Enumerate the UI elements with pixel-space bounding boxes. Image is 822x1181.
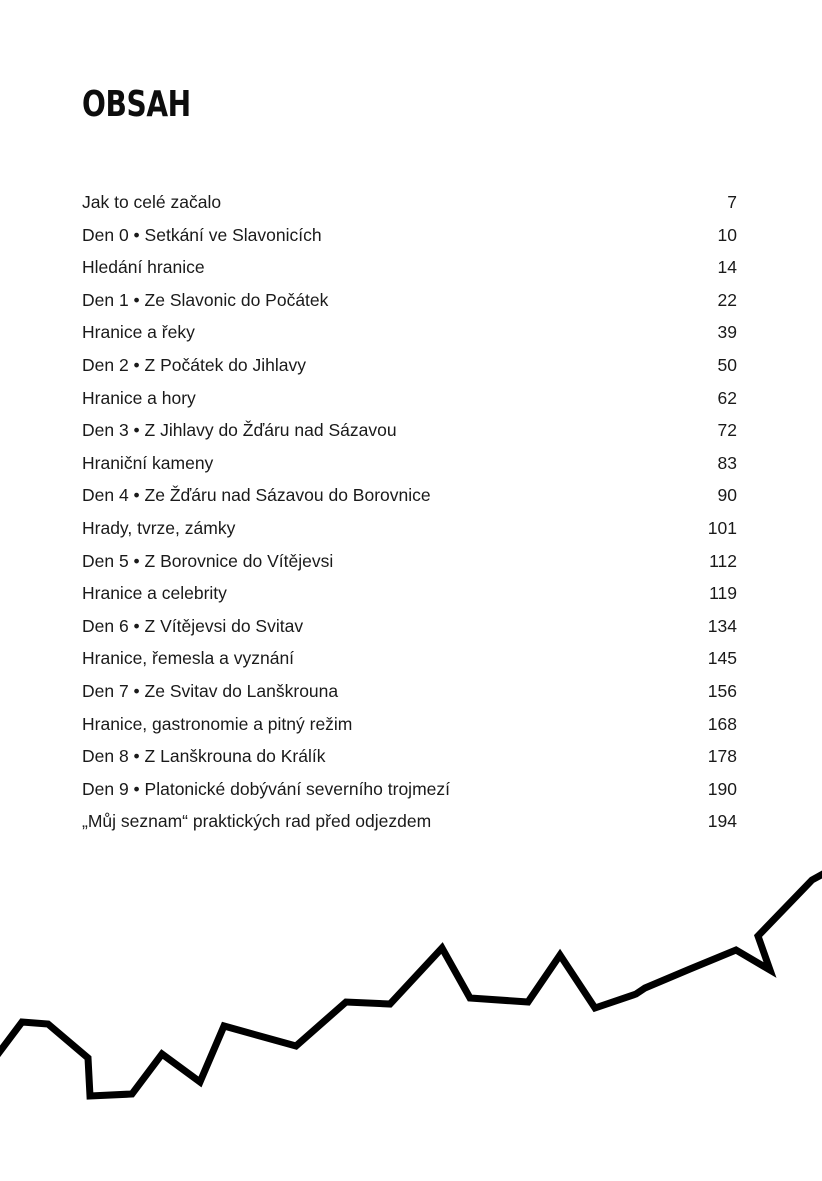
toc-entry bbox=[82, 675, 737, 708]
toc-entry-title: Hranice a celebrity bbox=[82, 583, 227, 604]
toc-entry-page-number: 190 bbox=[707, 778, 737, 799]
toc-entry-page-number: 119 bbox=[709, 583, 737, 604]
toc-entry-title: Den 0 • Setkání ve Slavonicích bbox=[82, 224, 322, 245]
toc-entry bbox=[82, 251, 737, 284]
page-title: OBSAH bbox=[82, 84, 191, 125]
toc-entry-title: Jak to celé začalo bbox=[82, 192, 222, 212]
toc-entry-title: „Můj seznam“ praktických rad před odjezdem bbox=[82, 811, 432, 832]
toc-entry-title: Den 8 • Z Lanškrouna do Králík bbox=[82, 746, 326, 767]
toc-entry-title: Den 7 • Ze Svitav do Lanškrouna bbox=[82, 680, 339, 701]
toc-entry-title: Hranice, gastronomie a pitný režim bbox=[82, 713, 353, 734]
toc-entry-page-number: 168 bbox=[707, 713, 737, 734]
toc-entry-title: Den 5 • Z Borovnice do Vítějevsi bbox=[82, 550, 334, 571]
toc-entry-page-number: 145 bbox=[707, 648, 737, 669]
toc-entry-title: Hranice a hory bbox=[82, 387, 196, 408]
toc-entry bbox=[82, 708, 737, 741]
toc-entry bbox=[82, 740, 737, 773]
toc-entry-page-number: 62 bbox=[717, 387, 737, 408]
toc-entry bbox=[82, 479, 737, 512]
toc-entry bbox=[82, 284, 737, 317]
toc-entry bbox=[82, 512, 737, 545]
toc-entry bbox=[82, 642, 737, 675]
toc-entry bbox=[82, 577, 737, 610]
toc-entry-page-number: 72 bbox=[717, 420, 737, 441]
toc-entry bbox=[82, 414, 737, 447]
toc-entry-page-number: 112 bbox=[709, 550, 737, 571]
toc-entry-title: Hledání hranice bbox=[82, 257, 205, 278]
table-of-contents bbox=[82, 186, 737, 838]
toc-entry-title: Hraniční kameny bbox=[82, 452, 214, 473]
toc-entry-page-number: 83 bbox=[717, 452, 737, 473]
toc-entry bbox=[82, 545, 737, 578]
toc-entry-title: Den 6 • Z Vítějevsi do Svitav bbox=[82, 615, 304, 636]
toc-entry-page-number: 194 bbox=[707, 811, 737, 832]
toc-entry-title: Hrady, tvrze, zámky bbox=[82, 517, 236, 538]
toc-entry bbox=[82, 349, 737, 382]
mountain-line-decoration bbox=[0, 860, 822, 1120]
toc-entry bbox=[82, 610, 737, 643]
toc-entry bbox=[82, 186, 737, 219]
toc-entry-page-number: 39 bbox=[717, 322, 737, 343]
toc-entry-page-number: 50 bbox=[717, 354, 737, 375]
toc-entry-title: Hranice, řemesla a vyznání bbox=[82, 648, 295, 669]
border-profile-line bbox=[0, 870, 822, 1096]
toc-entry bbox=[82, 382, 737, 415]
toc-entry-page-number: 178 bbox=[707, 746, 737, 767]
toc-entry bbox=[82, 805, 737, 838]
toc-entry bbox=[82, 219, 737, 252]
toc-entry bbox=[82, 773, 737, 806]
toc-entry-title: Den 9 • Platonické dobývání severního trojmezí bbox=[82, 778, 450, 799]
toc-entry-page-number: 90 bbox=[717, 485, 737, 506]
toc-entry-page-number: 10 bbox=[717, 224, 737, 245]
toc-entry bbox=[82, 316, 737, 349]
toc-entry-title: Den 1 • Ze Slavonic do Počátek bbox=[82, 289, 329, 310]
toc-entry-title: Den 3 • Z Jihlavy do Žďáru nad Sázavou bbox=[82, 420, 397, 441]
toc-entry-page-number: 7 bbox=[727, 192, 737, 212]
toc-entry-title: Den 2 • Z Počátek do Jihlavy bbox=[82, 354, 307, 375]
toc-entry-page-number: 101 bbox=[707, 517, 737, 538]
toc-entry-page-number: 156 bbox=[707, 680, 737, 701]
toc-entry-page-number: 134 bbox=[707, 615, 737, 636]
toc-entry bbox=[82, 447, 737, 480]
toc-entry-page-number: 14 bbox=[717, 257, 737, 278]
toc-entry-title: Den 4 • Ze Žďáru nad Sázavou do Borovnice bbox=[82, 485, 431, 506]
toc-entry-title: Hranice a řeky bbox=[82, 322, 195, 343]
toc-entry-page-number: 22 bbox=[717, 289, 737, 310]
